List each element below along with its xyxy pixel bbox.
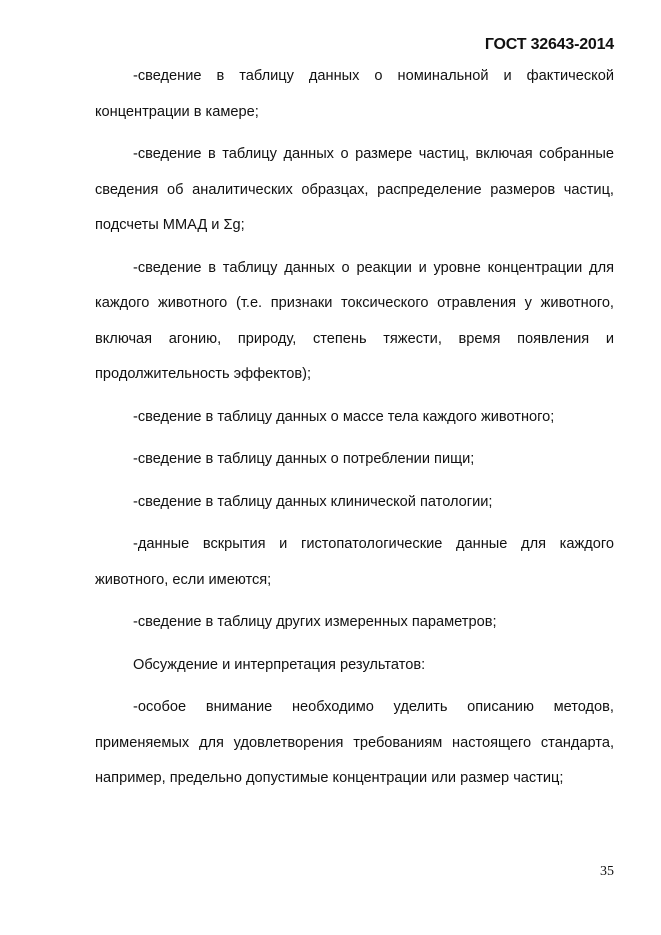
body-text xyxy=(95,59,614,797)
paragraph: -сведение в таблицу данных о реакции и уровне концентрации для каждого животного (т.е. признаки токсического отравления у животного, включая агонию, природу, степень тяжести, время появления и продолжительность эффектов); xyxy=(95,259,614,382)
page-number: 35 xyxy=(600,864,614,879)
paragraph: -сведение в таблицу данных клинической патологии; xyxy=(133,493,493,510)
section-heading: Обсуждение и интерпретация результатов: xyxy=(133,656,426,673)
paragraph: -особое внимание необходимо уделить описанию методов, применяемых для удовлетворения требованиям настоящего стандарта, например, предельно допустимые концентрации или размер частиц; xyxy=(95,699,614,786)
paragraph: -сведение в таблицу данных о потреблении пищи; xyxy=(133,451,475,467)
paragraph: -сведение в таблицу данных о размере частиц, включая собранные сведения об аналитических образцах, распределение размеров частиц, подсчеты ММАД и Σg; xyxy=(95,146,614,233)
paragraph: -сведение в таблицу данных о номинальной и фактической концентрации в камере; xyxy=(95,68,614,120)
paragraph: -данные вскрытия и гистопатологические данные для каждого животного, если имеются; xyxy=(95,536,614,588)
paragraph: -сведение в таблицу данных о массе тела каждого животного; xyxy=(133,408,555,425)
paragraph: -сведение в таблицу других измеренных параметров; xyxy=(133,614,497,630)
document-code-header: ГОСТ 32643-2014 xyxy=(484,36,614,53)
